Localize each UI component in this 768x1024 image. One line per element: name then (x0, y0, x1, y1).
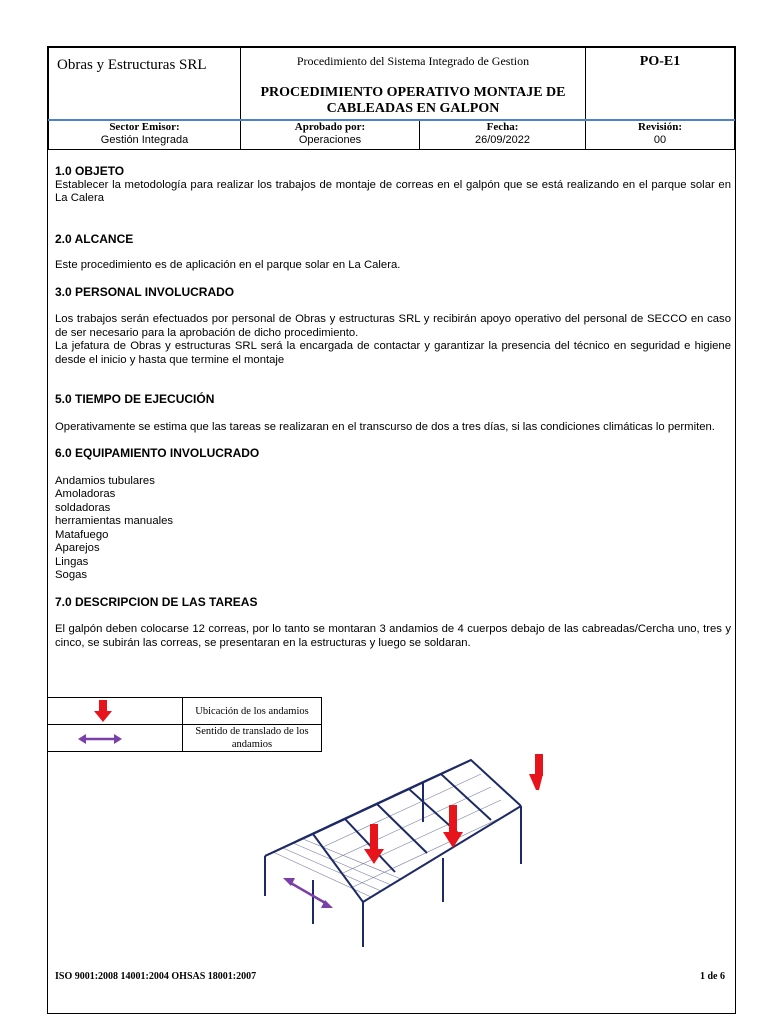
equipment-list (55, 475, 731, 583)
legend-symbol-cell (48, 698, 183, 725)
document-code: PO-E1 (586, 48, 735, 120)
section-text: Los trabajos serán efectuados por personal de Obras y estructuras SRL y recibirán apoyo operativo del personal de SECCO en caso de ser necesario para la aprobación de dicho procedimiento. (55, 313, 731, 339)
sector-value: Gestión Integrada (100, 133, 189, 146)
list-item: Sogas (55, 569, 88, 581)
page-number: 1 de 6 (700, 971, 725, 982)
list-item: Matafuego (55, 528, 109, 541)
company-name: Obras y Estructuras SRL (57, 57, 207, 73)
warehouse-structure-illustration (253, 752, 543, 952)
section-heading: 1.0 OBJETO (55, 164, 125, 178)
document-title: PROCEDIMIENTO OPERATIVO MONTAJE DE CABLEADAS EN GALPON (260, 85, 566, 116)
section-text: El galpón deben colocarse 12 correas, por lo tanto se montaran 3 andamios de 4 cuerpos debajo de las cabreadas/Cercha uno, tres y cinco, se subirán las correas, se presentaran en la estructuras y luego se soldaran. (55, 623, 731, 649)
revision-cell (586, 120, 735, 150)
date-label: Fecha: (486, 120, 519, 133)
legend-label: Ubicación de los andamios (183, 698, 322, 725)
document-header (48, 47, 735, 150)
sector-cell (49, 120, 241, 150)
section-text: Este procedimiento es de aplicación en el parque solar en La Calera. (55, 259, 401, 271)
red-down-arrow-icon (91, 698, 115, 724)
company-cell (49, 48, 241, 120)
date-value: 26/09/2022 (474, 133, 531, 146)
revision-label: Revisión: (638, 120, 682, 133)
date-cell (420, 120, 586, 150)
document-body (55, 165, 731, 650)
section-text: La jefatura de Obras y estructuras SRL será la encargada de contactar y garantizar la presencia del técnico en seguridad e higiene desde el inicio y hasta que termine el montaje (55, 340, 731, 366)
system-name: Procedimiento del Sistema Integrado de Gestion (296, 54, 530, 68)
section-heading: 7.0 DESCRIPCION DE LAS TAREAS (55, 594, 258, 609)
list-item: Amoladoras (55, 488, 116, 500)
section-heading: 2.0 ALCANCE (55, 231, 134, 246)
legend-label: Sentido de translado de los andamios (183, 725, 322, 752)
section-text: Operativamente se estima que las tareas se realizaran en el transcurso de dos a tres días, si las condiciones climáticas lo permiten. (55, 420, 715, 433)
approved-value: Operaciones (298, 133, 362, 146)
section-heading: 5.0 TIEMPO DE EJECUCIÓN (55, 392, 215, 406)
revision-value: 00 (653, 133, 667, 146)
list-item: Andamios tubulares (55, 474, 155, 487)
list-item: Lingas (55, 555, 89, 568)
document-footer (55, 971, 725, 982)
section-text: Establecer la metodología para realizar los trabajos de montaje de correas en el galpón que se está realizando en el parque solar en La Calera (55, 178, 731, 204)
section-heading: 3.0 PERSONAL INVOLUCRADO (55, 284, 235, 299)
standards-text: ISO 9001:2008 14001:2004 OHSAS 18001:2007 (55, 971, 257, 982)
legend-symbol-cell (48, 725, 183, 752)
approved-cell (241, 120, 420, 150)
purple-double-arrow-icon (78, 732, 122, 746)
section-heading: 6.0 EQUIPAMIENTO INVOLUCRADO (55, 446, 260, 460)
document-page (47, 46, 736, 1014)
list-item: herramientas manuales (55, 515, 174, 527)
list-item: soldadoras (55, 501, 111, 514)
legend-table (48, 697, 322, 752)
approved-label: Aprobado por: (294, 120, 366, 133)
sector-label: Sector Emisor: (109, 120, 180, 133)
list-item: Aparejos (55, 542, 100, 554)
title-cell (241, 48, 586, 120)
